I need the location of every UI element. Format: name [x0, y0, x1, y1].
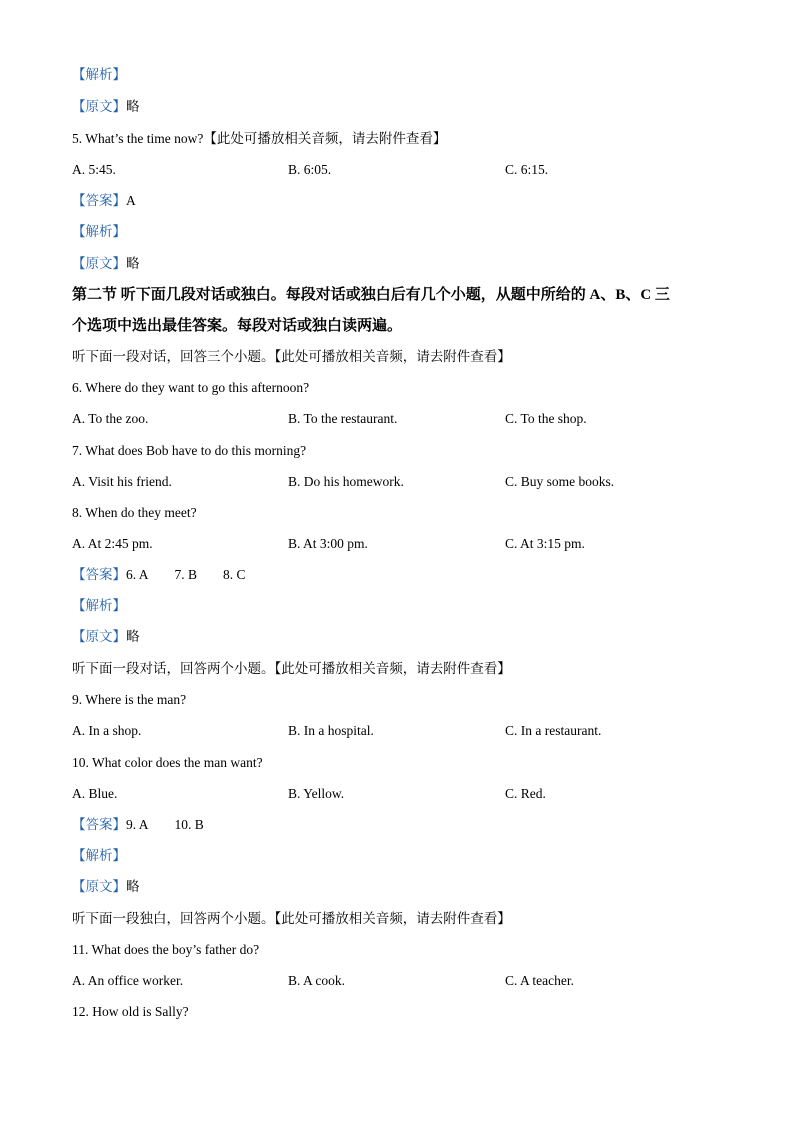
option-a: A. An office worker. — [72, 973, 184, 988]
analysis-label: 【解析】 — [72, 848, 126, 863]
option-a: A. To the zoo. — [72, 411, 149, 426]
analysis-label: 【解析】 — [72, 224, 126, 239]
original-text-value: 略 — [126, 879, 140, 894]
option-b: B. To the restaurant. — [288, 411, 398, 426]
option-b: B. Do his homework. — [288, 474, 404, 489]
option-c: C. 6:15. — [505, 162, 549, 177]
answer-item: 6. A — [126, 567, 149, 582]
option-a: A. Visit his friend. — [72, 474, 172, 489]
original-text-value: 略 — [126, 99, 140, 114]
section-heading-line-1: 第二节 听下面几段对话或独白。每段对话或独白后有几个小题，从题中所给的 A、B、C 三 — [72, 287, 670, 303]
option-b: B. 6:05. — [288, 162, 332, 177]
question-12: 12. How old is Sally? — [72, 1004, 189, 1019]
original-text-line — [72, 878, 140, 896]
answer-value: A — [126, 193, 136, 208]
original-text-line — [72, 628, 140, 646]
original-text-label: 【原文】 — [72, 879, 126, 894]
original-text-value: 略 — [126, 256, 140, 271]
option-c: C. To the shop. — [505, 411, 587, 426]
listening-instruction: 听下面一段独白，回答两个小题。【此处可播放相关音频，请去附件查看】 — [72, 911, 511, 926]
answer-item: 9. A — [126, 817, 149, 832]
question-7-options — [72, 473, 712, 491]
section-heading-line-2: 个选项中选出最佳答案。每段对话或独白读两遍。 — [72, 318, 403, 334]
option-c: C. A teacher. — [505, 973, 574, 988]
question-10: 10. What color does the man want? — [72, 755, 263, 770]
answer-item: 7. B — [174, 567, 198, 582]
question-8: 8. When do they meet? — [72, 505, 197, 520]
option-c: C. Red. — [505, 786, 546, 801]
question-9: 9. Where is the man? — [72, 692, 187, 707]
question-6-options — [72, 410, 712, 428]
question-5-options — [72, 161, 712, 179]
question-10-options — [72, 785, 712, 803]
answer-line — [72, 566, 272, 584]
question-8-options — [72, 535, 712, 553]
option-c: C. At 3:15 pm. — [505, 536, 585, 551]
answer-label: 【答案】 — [72, 817, 126, 832]
answer-line — [72, 816, 230, 834]
original-text-line — [72, 255, 140, 273]
question-7: 7. What does Bob have to do this morning? — [72, 443, 307, 458]
option-b: B. Yellow. — [288, 786, 345, 801]
question-9-options — [72, 722, 712, 740]
option-c: C. In a restaurant. — [505, 723, 602, 738]
option-a: A. In a shop. — [72, 723, 142, 738]
answer-item: 8. C — [223, 567, 246, 582]
option-a: A. Blue. — [72, 786, 118, 801]
option-a: A. At 2:45 pm. — [72, 536, 153, 551]
question-11: 11. What does the boy’s father do? — [72, 942, 260, 957]
question-5: 5. What’s the time now?【此处可播放相关音频，请去附件查看】 — [72, 131, 447, 146]
original-text-label: 【原文】 — [72, 256, 126, 271]
analysis-label: 【解析】 — [72, 67, 126, 82]
option-c: C. Buy some books. — [505, 474, 615, 489]
listening-instruction: 听下面一段对话，回答三个小题。【此处可播放相关音频，请去附件查看】 — [72, 349, 511, 364]
listening-instruction: 听下面一段对话，回答两个小题。【此处可播放相关音频，请去附件查看】 — [72, 661, 511, 676]
option-a: A. 5:45. — [72, 162, 116, 177]
analysis-label: 【解析】 — [72, 598, 126, 613]
answer-item: 10. B — [174, 817, 204, 832]
option-b: B. In a hospital. — [288, 723, 374, 738]
original-text-label: 【原文】 — [72, 629, 126, 644]
question-11-options — [72, 972, 712, 990]
option-b: B. At 3:00 pm. — [288, 536, 368, 551]
original-text-line — [72, 98, 140, 116]
question-6: 6. Where do they want to go this afternoon? — [72, 380, 310, 395]
answer-label: 【答案】 — [72, 193, 126, 208]
original-text-value: 略 — [126, 629, 140, 644]
option-b: B. A cook. — [288, 973, 346, 988]
answer-line — [72, 192, 136, 210]
answer-label: 【答案】 — [72, 567, 126, 582]
original-text-label: 【原文】 — [72, 99, 126, 114]
